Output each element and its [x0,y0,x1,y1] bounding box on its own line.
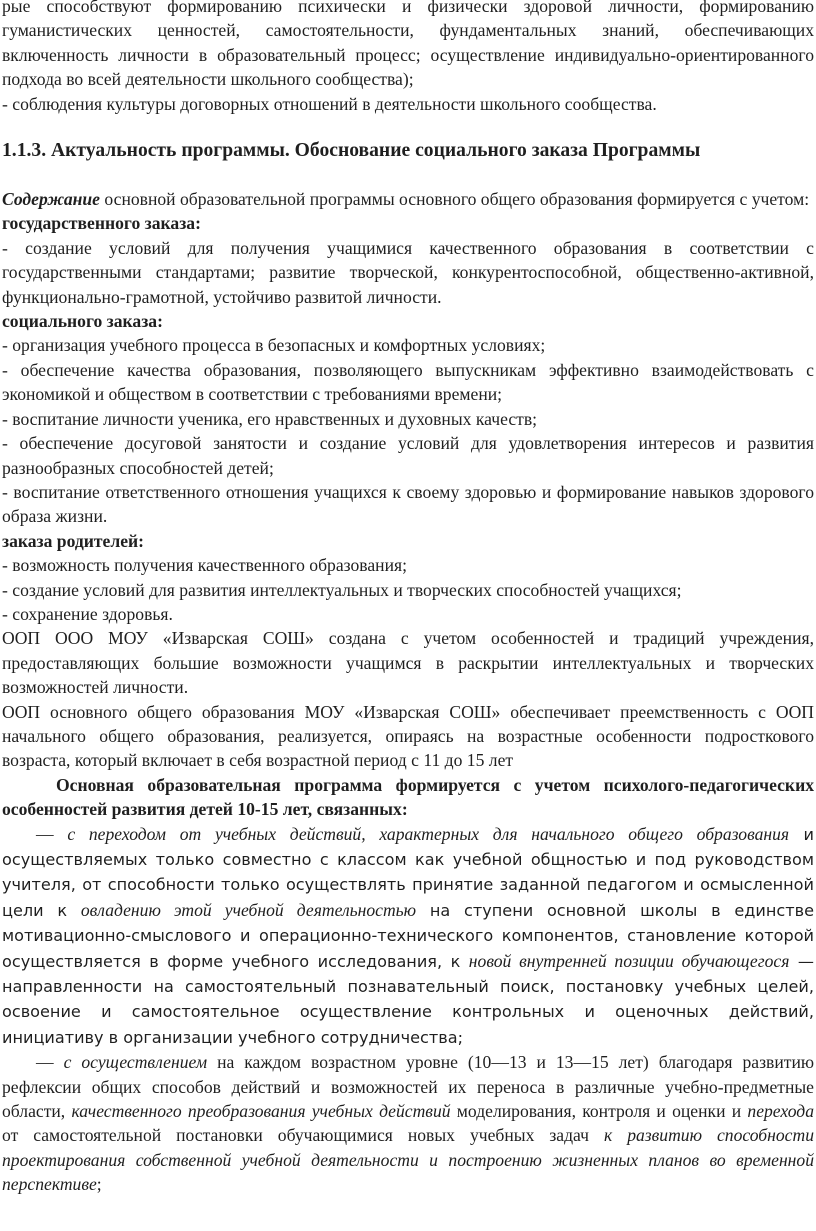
development-paragraph-a [2,822,814,1051]
emphasis-run: качественного преобразования учебных действий [71,1101,451,1122]
content-lead [2,187,814,211]
emphasis-run: с переходом от учебных действий, характерных для начального общего образования [67,823,790,844]
parents-order-item: - возможность получения качественного образования; [2,555,407,576]
oop-paragraph-2: ООП основного общего образования МОУ «Изварская СОШ» обеспечивает преемственность с ООП начального общего образования, реализуется, опираясь на возрастные особенности подросткового возраста, который включает в себя возрастной период с 11 до 15 лет [2,701,814,771]
text-run: моделирования, контроля и оценки и [450,1101,748,1122]
section-heading: 1.1.3. Актуальность программы. Обоснование социального заказа Программы [2,140,701,162]
emphasis-run: новой внутренней позиции обучающегося [468,950,790,971]
intro-paragraph: рые способствуют формированию психически и физически здоровой личности, формированию гуманистических ценностей, самостоятельности, фундаментальных знаний, обеспечивающих включенность личности в образовательный процесс; осуществление индивидуально-ориентированного подхода во всей деятельности школьного сообщества); [2,0,814,90]
emphasis-run: к развитию способности проектирования собственной учебной деятельности и построению жизненных планов во временной перспективе [2,1125,814,1195]
text-run: — направленности на самостоятельный познавательный поиск, постановку учебных целей, освоение и самостоятельное осуществление контрольных и оценочных действий, инициативу в организации учебного сотрудничества; [2,951,814,1047]
emphasis-run: с осуществлением [63,1052,208,1073]
state-order-label: государственного заказа: [2,213,201,234]
parents-order-item: - создание условий для развития интеллектуальных и творческих способностей учащихся; [2,579,682,600]
development-paragraph-b [2,1050,814,1196]
intro-list-item: - соблюдения культуры договорных отношений в деятельности школьного сообщества. [2,93,657,114]
text-run: от самостоятельной постановки обучающимися новых учебных задач [2,1125,604,1146]
social-order-item: - воспитание ответственного отношения учащихся к своему здоровью и формирование навыков здорового образа жизни. [2,481,814,527]
text-run: и осуществляемых только совместно с классом как учебной общностью и под руководством учителя, от способности только осуществлять принятие заданной педагогом и осмысленной цели к [2,824,814,920]
text-run: ; [96,1174,102,1195]
text-run: — [36,823,68,844]
oop-paragraph-1: ООП ООО МОУ «Изварская СОШ» создана с учетом особенностей и традиций учреждения, предоставляющих большие возможности учащимся в раскрытии интеллектуальных и творческих возможностей личности. [2,628,814,698]
parents-order-item: - сохранение здоровья. [2,603,173,624]
social-order-item: - воспитание личности ученика, его нравственных и духовных качеств; [2,408,538,429]
parents-order-label: заказа родителей: [2,530,145,551]
social-order-item: - обеспечение досуговой занятости и создание условий для удовлетворения интересов и развития разнообразных способностей детей; [2,433,814,478]
social-order-item: - организация учебного процесса в безопасных и комфортных условиях; [2,335,546,356]
content-lead-text: основной образовательной программы основного общего образования формируется с учетом: [100,189,810,210]
text-run: — [36,1052,64,1073]
main-program-statement: Основная образовательная программа формируется с учетом психолого-педагогических особенностей развития детей 10-15 лет, связанных: [2,774,814,820]
state-order-item: - создание условий для получения учащимися качественного образования в соответствии с государственными стандартами; развитие творческой, конкурентоспособной, общественно-активной, функционально-грамотной, устойчиво развитой личности. [2,237,814,307]
content-lead-emphasis: Содержание [2,189,100,210]
social-order-item: - обеспечение качества образования, позволяющего выпускникам эффективно взаимодействовать с экономикой и обществом в соответствии с требованиями времени; [2,359,814,405]
text-run: на каждом возрастном уровне (10—13 и 13—15 лет) благодаря развитию рефлексии общих способов действий и возможностей их переноса в различные учебно-предметные области, [2,1052,815,1122]
social-order-label: социального заказа: [2,311,163,332]
text-run: на ступени основной школы в единстве мотивационно-смыслового и операционно-технического компонентов, становление которой осуществляется в форме учебного исследования, к [2,900,815,971]
emphasis-run: овладению этой учебной деятельностью [80,899,417,920]
emphasis-run: перехода [747,1101,815,1122]
